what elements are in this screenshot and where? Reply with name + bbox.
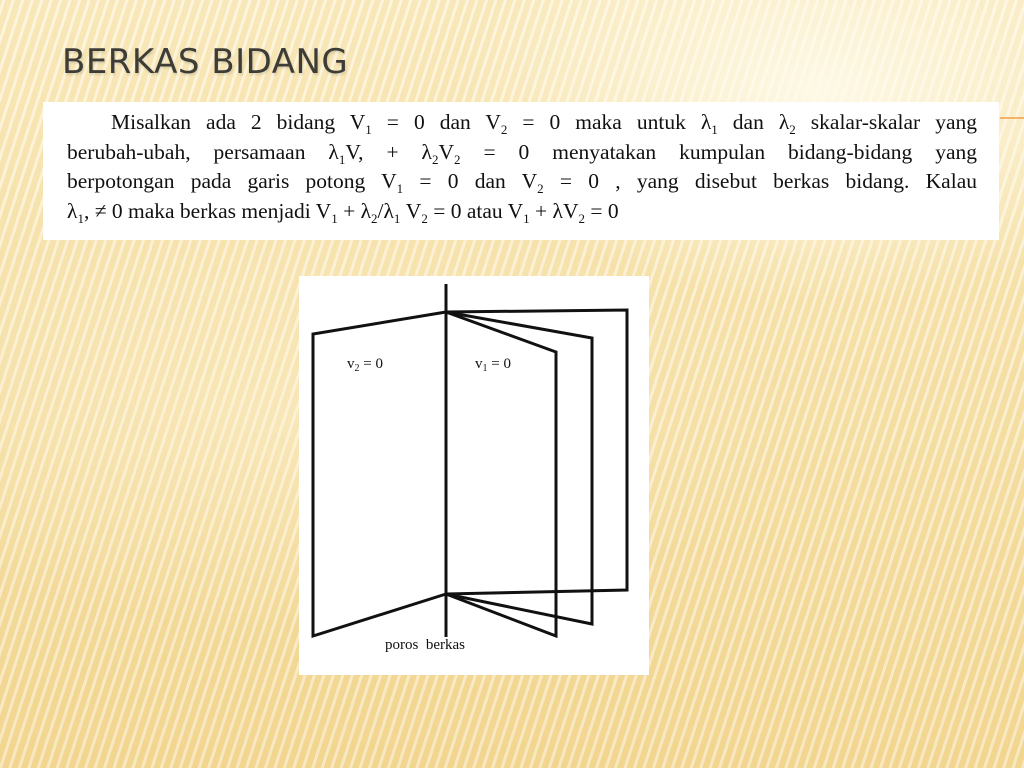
pencil-of-planes-figure	[299, 276, 649, 675]
accent-line	[1000, 117, 1024, 119]
definition-text-box	[43, 102, 999, 240]
label-v1-equals-zero: $v_1 = 0$	[475, 356, 511, 374]
plane-back-1	[446, 312, 592, 624]
paragraph-line-3: berpotongan pada garis potong $V_1 = 0$ dan $V_2 = 0$ , yang disebut berkas bidang. Kalau	[67, 169, 977, 196]
paragraph-line-2: berubah-ubah, persamaan $\lambda_1V$, + $\lambda_2V_2 = 0$ menyatakan kumpulan bidang-bidang yang	[67, 139, 977, 167]
dashed-edge-2	[446, 594, 592, 624]
paragraph-line-4: $\lambda_1$, ≠ 0 maka berkas menjadi $V_1 + \lambda_2/\lambda_1$ $V_2 = 0$ atau $V_1 + \lambda V_2 = 0$	[67, 198, 619, 226]
plane-back-2	[446, 310, 627, 594]
label-v2-equals-zero: $v_2 = 0$	[347, 356, 383, 374]
definition-paragraph	[67, 108, 977, 226]
slide-title: BERKAS BIDANG	[62, 42, 349, 82]
axis-caption: poros berkas	[385, 637, 465, 653]
paragraph-line-1: Misalkan ada 2 bidang $V_1 = 0$ dan $V_2 = 0$ maka untuk $\lambda_1$ dan $\lambda_2$ skalar-skalar yang	[111, 110, 977, 137]
planes-diagram	[299, 276, 649, 675]
